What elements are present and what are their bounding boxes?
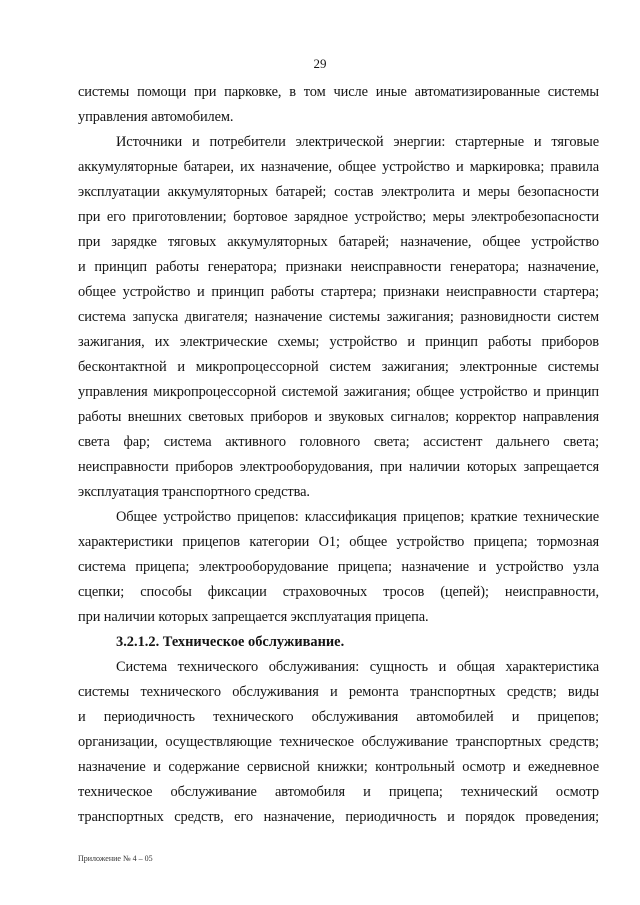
- page-footer: Приложение № 4 – 05: [78, 854, 153, 863]
- text-line: общее устройство и принцип работы стартера; признаки неисправности стартера;: [78, 284, 599, 300]
- text-line: назначение и содержание сервисной книжки; контрольный осмотр и ежедневное: [78, 759, 599, 775]
- text-line: неисправности приборов электрооборудования, при наличии которых запрещается: [78, 459, 599, 475]
- page-number: 29: [313, 56, 327, 71]
- text-line: организации, осуществляющие техническое обслуживание транспортных средств;: [78, 734, 599, 750]
- text-line: система прицепа; электрооборудование прицепа; назначение и устройство узла: [78, 559, 599, 575]
- text-line: света фар; система активного головного света; ассистент дальнего света;: [78, 434, 599, 450]
- text-line: при зарядке тяговых аккумуляторных батарей; назначение, общее устройство: [78, 234, 599, 250]
- text-line: Общее устройство прицепов: классификация прицепов; краткие технические: [116, 509, 599, 525]
- text-line: транспортных средств, его назначение, периодичность и порядок проведения;: [78, 809, 599, 825]
- text-line: управления микропроцессорной системой зажигания; общее устройство и принцип: [78, 384, 599, 400]
- text-line: управления автомобилем.: [78, 109, 234, 125]
- text-line: бесконтактной и микропроцессорной систем зажигания; электронные системы: [78, 359, 599, 375]
- text-line: техническое обслуживание автомобиля и прицепа; технический осмотр: [78, 784, 599, 800]
- text-line: Система технического обслуживания: сущность и общая характеристика: [116, 659, 599, 675]
- text-line: системы помощи при парковке, в том числе иные автоматизированные системы: [78, 84, 599, 100]
- text-line: характеристики прицепов категории О1; общее устройство прицепа; тормозная: [78, 534, 599, 550]
- text-line: при наличии которых запрещается эксплуатация прицепа.: [78, 609, 429, 625]
- text-line: система запуска двигателя; назначение системы зажигания; разновидности систем: [78, 309, 599, 325]
- text-line: и принцип работы генератора; признаки неисправности генератора; назначение,: [78, 259, 599, 275]
- section-heading: 3.2.1.2. Техническое обслуживание.: [116, 634, 345, 650]
- text-line: Источники и потребители электрической энергии: стартерные и тяговые: [116, 134, 599, 150]
- text-line: эксплуатации аккумуляторных батарей; состав электролита и меры безопасности: [78, 184, 599, 200]
- text-line: работы внешних световых приборов и звуковых сигналов; корректор направления: [78, 409, 599, 425]
- text-line: при его приготовлении; бортовое зарядное устройство; меры электробезопасности: [78, 209, 599, 225]
- text-line: системы технического обслуживания и ремонта транспортных средств; виды: [78, 684, 599, 700]
- text-line: и периодичность технического обслуживания автомобилей и прицепов;: [78, 709, 599, 725]
- text-line: сцепки; способы фиксации страховочных тросов (цепей); неисправности,: [78, 584, 599, 600]
- text-line: зажигания, их электрические схемы; устройство и принцип работы приборов: [78, 334, 599, 350]
- text-line: эксплуатация транспортного средства.: [78, 484, 310, 500]
- text-line: аккумуляторные батареи, их назначение, общее устройство и маркировка; правила: [78, 159, 599, 175]
